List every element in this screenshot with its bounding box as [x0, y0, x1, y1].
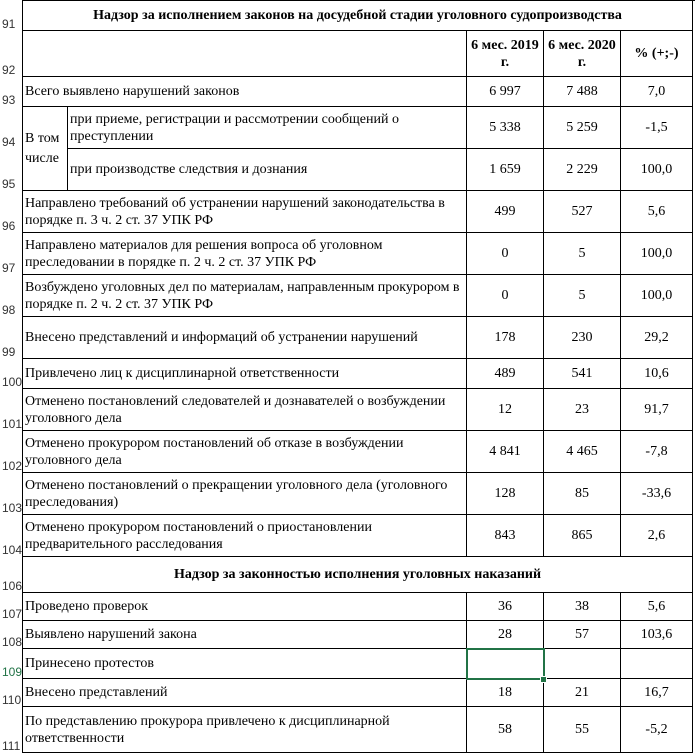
value-2020[interactable]: 865 — [544, 515, 621, 557]
value-2020[interactable] — [544, 649, 621, 679]
row-header-93[interactable]: 93 — [0, 77, 22, 107]
active-cell-selection[interactable] — [466, 648, 545, 680]
row-label[interactable]: Отменено постановлений следователей и дознавателей о возбуждении уголовного дела — [23, 389, 467, 431]
value-pct[interactable]: 100,0 — [621, 275, 693, 317]
row-header-94[interactable]: 94 — [0, 107, 22, 149]
row-label[interactable]: Всего выявлено нарушений законов — [23, 77, 467, 107]
value-2019[interactable]: 4 841 — [467, 431, 544, 473]
row-header-96[interactable]: 96 — [0, 191, 22, 233]
row-label[interactable]: Внесено представлений — [23, 679, 467, 707]
header-2020[interactable]: 6 мес. 2020 г. — [544, 31, 621, 77]
value-pct[interactable]: 91,7 — [621, 389, 693, 431]
value-2019[interactable]: 58 — [467, 707, 544, 753]
value-2020[interactable]: 23 — [544, 389, 621, 431]
value-pct[interactable]: -33,6 — [621, 473, 693, 515]
row-header-106[interactable]: 106 — [0, 557, 22, 593]
value-pct[interactable]: 103,6 — [621, 621, 693, 649]
value-2020[interactable]: 21 — [544, 679, 621, 707]
value-2020[interactable]: 5 — [544, 233, 621, 275]
row-label[interactable]: Внесено представлений и информаций об устранении нарушений — [23, 317, 467, 359]
value-2020[interactable]: 230 — [544, 317, 621, 359]
value-2019[interactable]: 1 659 — [467, 149, 544, 191]
row-header-97[interactable]: 97 — [0, 233, 22, 275]
section-title-pretrial[interactable]: Надзор за исполнением законов на досудебной стадии уголовного судопроизводства — [23, 1, 693, 31]
row-label[interactable]: По представлению прокурора привлечено к дисциплинарной ответственности — [23, 707, 467, 753]
value-2019[interactable]: 499 — [467, 191, 544, 233]
value-pct[interactable]: 100,0 — [621, 233, 693, 275]
value-2019[interactable]: 5 338 — [467, 107, 544, 149]
in-total-label[interactable]: В том числе — [23, 107, 68, 191]
row-label[interactable]: Возбуждено уголовных дел по материалам, направленным прокурором в порядке п. 2 ч. 2 ст. 37 УПК РФ — [23, 275, 467, 317]
row-header-91[interactable]: 91 — [0, 0, 22, 31]
value-2020[interactable]: 541 — [544, 359, 621, 389]
value-2019[interactable]: 18 — [467, 679, 544, 707]
value-pct[interactable]: -7,8 — [621, 431, 693, 473]
value-2020[interactable]: 2 229 — [544, 149, 621, 191]
row-label[interactable]: Направлено требований об устранении нарушений законодательства в порядке п. 3 ч. 2 ст. 37 УПК РФ — [23, 191, 467, 233]
value-pct[interactable] — [621, 649, 693, 679]
value-2019[interactable]: 178 — [467, 317, 544, 359]
row-header-110[interactable]: 110 — [0, 679, 22, 707]
value-pct[interactable]: 5,6 — [621, 593, 693, 621]
value-2020[interactable]: 55 — [544, 707, 621, 753]
value-2019[interactable]: 28 — [467, 621, 544, 649]
row-label[interactable]: Принесено протестов — [23, 649, 467, 679]
value-2019[interactable]: 489 — [467, 359, 544, 389]
value-2019[interactable]: 128 — [467, 473, 544, 515]
row-header-103[interactable]: 103 — [0, 473, 22, 515]
row-header-102[interactable]: 102 — [0, 431, 22, 473]
value-pct[interactable]: 2,6 — [621, 515, 693, 557]
value-2020[interactable]: 5 — [544, 275, 621, 317]
row-header-92[interactable]: 92 — [0, 31, 22, 77]
value-2020[interactable]: 38 — [544, 593, 621, 621]
value-pct[interactable]: 100,0 — [621, 149, 693, 191]
value-2020[interactable]: 5 259 — [544, 107, 621, 149]
row-label[interactable]: при производстве следствия и дознания — [68, 149, 467, 191]
value-pct[interactable]: 7,0 — [621, 77, 693, 107]
fill-handle[interactable] — [540, 676, 547, 683]
row-header-108[interactable]: 108 — [0, 621, 22, 649]
value-pct[interactable]: 29,2 — [621, 317, 693, 359]
value-pct[interactable]: -5,2 — [621, 707, 693, 753]
row-header-109[interactable]: 109 — [0, 649, 22, 679]
value-2020[interactable]: 7 488 — [544, 77, 621, 107]
row-header-107[interactable]: 107 — [0, 593, 22, 621]
section-title-sentences[interactable]: Надзор за законностью исполнения уголовных наказаний — [23, 557, 693, 593]
value-pct[interactable]: 5,6 — [621, 191, 693, 233]
row-label[interactable]: Выявлено нарушений закона — [23, 621, 467, 649]
row-label[interactable]: Отменено прокурором постановлений об отказе в возбуждении уголовного дела — [23, 431, 467, 473]
value-2019[interactable]: 36 — [467, 593, 544, 621]
row-header-104[interactable]: 104 — [0, 515, 22, 557]
row-label[interactable]: Отменено прокурором постановлений о приостановлении предварительного расследования — [23, 515, 467, 557]
value-pct[interactable]: 10,6 — [621, 359, 693, 389]
value-2020[interactable]: 527 — [544, 191, 621, 233]
row-label[interactable]: Направлено материалов для решения вопроса об уголовном преследовании в порядке п. 2 ч. 2 ст. 37 УПК РФ — [23, 233, 467, 275]
row-header-101[interactable]: 101 — [0, 389, 22, 431]
value-2019[interactable]: 843 — [467, 515, 544, 557]
row-label[interactable]: Отменено постановлений о прекращении уголовного дела (уголовного преследования) — [23, 473, 467, 515]
value-2019[interactable]: 6 997 — [467, 77, 544, 107]
value-2020[interactable]: 57 — [544, 621, 621, 649]
row-label[interactable]: Привлечено лиц к дисциплинарной ответственности — [23, 359, 467, 389]
value-2019[interactable]: 12 — [467, 389, 544, 431]
header-2019[interactable]: 6 мес. 2019 г. — [467, 31, 544, 77]
row-header-99[interactable]: 99 — [0, 317, 22, 359]
row-header-100[interactable]: 100 — [0, 359, 22, 389]
value-pct[interactable]: -1,5 — [621, 107, 693, 149]
row-header-98[interactable]: 98 — [0, 275, 22, 317]
value-pct[interactable]: 16,7 — [621, 679, 693, 707]
value-2019[interactable]: 0 — [467, 233, 544, 275]
row-header-95[interactable]: 95 — [0, 149, 22, 191]
header-blank-cell[interactable] — [23, 31, 467, 77]
row-header-111[interactable]: 111 — [0, 707, 22, 753]
value-2020[interactable]: 4 465 — [544, 431, 621, 473]
value-2019[interactable]: 0 — [467, 275, 544, 317]
row-label[interactable]: при приеме, регистрации и рассмотрении сообщений о преступлении — [68, 107, 467, 149]
value-2020[interactable]: 85 — [544, 473, 621, 515]
row-label[interactable]: Проведено проверок — [23, 593, 467, 621]
header-pct[interactable]: % (+;-) — [621, 31, 693, 77]
